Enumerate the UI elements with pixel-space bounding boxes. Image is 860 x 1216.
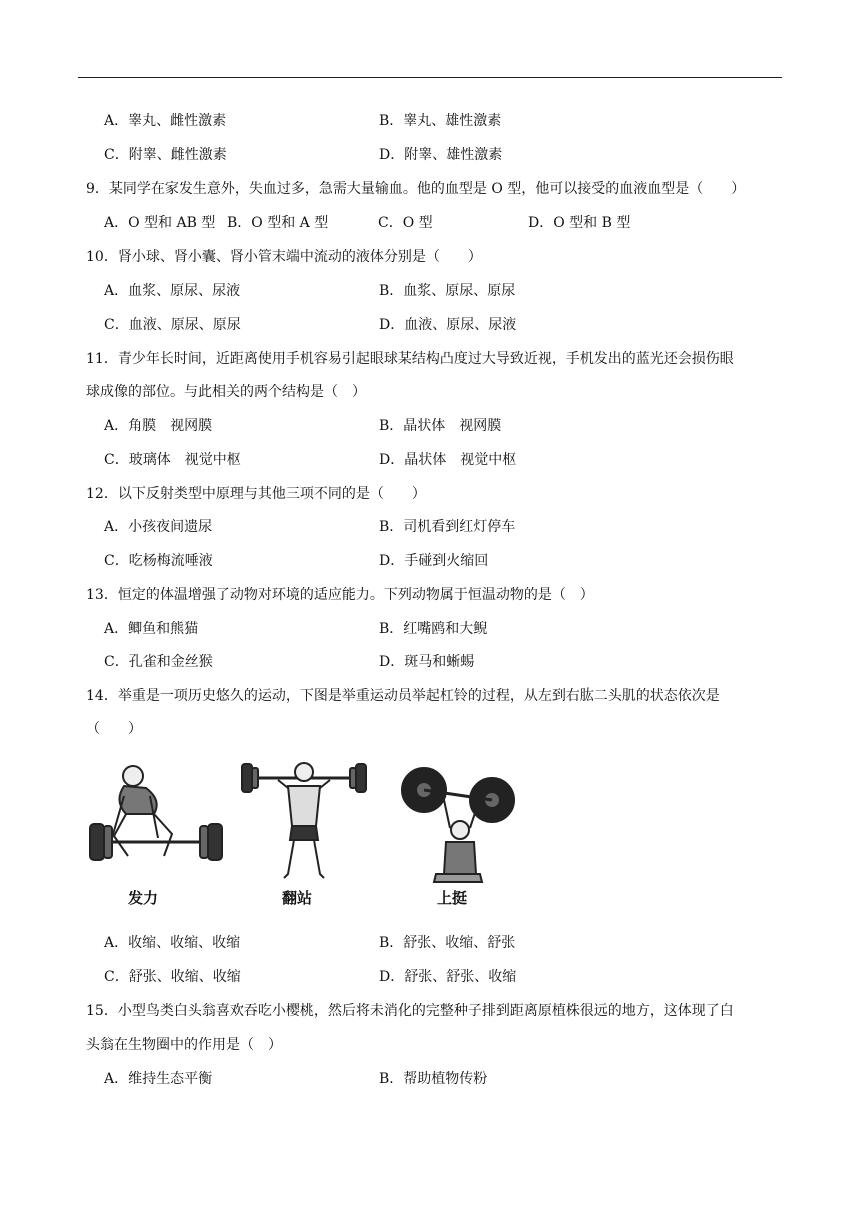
weightlifting-figure bbox=[84, 756, 544, 916]
q8-option-c: C．附睾、雌性激素 bbox=[104, 147, 227, 163]
q12-option-a: A．小孩夜间遗尿 bbox=[104, 519, 213, 535]
q11-option-d: D．晶状体 视觉中枢 bbox=[379, 452, 517, 468]
q13-option-c: C．孔雀和金丝猴 bbox=[104, 654, 213, 670]
q12-option-d: D．手碰到火缩回 bbox=[379, 553, 489, 569]
q11-option-b: B．晶状体 视网膜 bbox=[379, 418, 502, 434]
q11-stem-line1: 11．青少年长时间，近距离使用手机容易引起眼球某结构凸度过大导致近视，手机发出的蓝光还会损伤眼 bbox=[86, 351, 734, 367]
q15-stem-line1: 15．小型鸟类白头翁喜欢吞吃小樱桃，然后将未消化的完整种子排到距离原植株很远的地方，这体现了白 bbox=[86, 1003, 734, 1019]
q11-option-a: A．角膜 视网膜 bbox=[104, 418, 213, 434]
q15-option-b: B．帮助植物传粉 bbox=[379, 1071, 488, 1087]
q9-option-a: A．O 型和 AB 型 bbox=[104, 215, 216, 231]
q14-stem-line2: （ ） bbox=[86, 721, 142, 737]
q13-option-b: B．红嘴鸥和大鲵 bbox=[379, 621, 488, 637]
q9-option-d: D．O 型和 B 型 bbox=[528, 215, 631, 231]
q10-option-d: D．血液、原尿、尿液 bbox=[379, 317, 517, 333]
q10-option-a: A．血浆、原尿、尿液 bbox=[104, 283, 241, 299]
q9-option-b: B．O 型和 A 型 bbox=[227, 215, 329, 231]
q14-option-b: B．舒张、收缩、舒张 bbox=[379, 935, 516, 951]
q12-option-c: C．吃杨梅流唾液 bbox=[104, 553, 213, 569]
caption-fali: 发力 bbox=[128, 889, 159, 907]
q9-option-c: C．O 型 bbox=[378, 215, 433, 231]
q11-stem-line2: 球成像的部位。与此相关的两个结构是（ ） bbox=[86, 384, 366, 400]
lifter-clean-drawing bbox=[242, 763, 366, 878]
lifter-jerk-drawing bbox=[402, 768, 514, 882]
q8-option-b: B．睾丸、雄性激素 bbox=[379, 113, 502, 129]
q13-option-d: D．斑马和蜥蜴 bbox=[379, 654, 475, 670]
q13-option-a: A．鲫鱼和熊猫 bbox=[104, 621, 199, 637]
lifter-pull-drawing bbox=[90, 766, 222, 860]
q12-option-b: B．司机看到红灯停车 bbox=[379, 519, 516, 535]
q10-option-c: C．血液、原尿、原尿 bbox=[104, 317, 241, 333]
q10-option-b: B．血浆、原尿、原尿 bbox=[379, 283, 516, 299]
q15-option-a: A．维持生态平衡 bbox=[104, 1071, 213, 1087]
q8-option-a: A．睾丸、雌性激素 bbox=[104, 113, 227, 129]
q8-option-d: D．附睾、雄性激素 bbox=[379, 147, 503, 163]
q14-stem-line1: 14．举重是一项历史悠久的运动，下图是举重运动员举起杠铃的过程，从左到右肱二头肌的状态依次是 bbox=[86, 688, 720, 704]
q14-option-d: D．舒张、舒张、收缩 bbox=[379, 969, 517, 985]
header-rule bbox=[78, 77, 782, 78]
q12-stem: 12．以下反射类型中原理与其他三项不同的是（ ） bbox=[86, 486, 426, 502]
q10-stem: 10．肾小球、肾小囊、肾小管末端中流动的液体分别是（ ） bbox=[86, 249, 482, 265]
q15-stem-line2: 头翁在生物圈中的作用是（ ） bbox=[86, 1037, 282, 1053]
q14-option-a: A．收缩、收缩、收缩 bbox=[104, 935, 241, 951]
caption-fanzhan: 翻站 bbox=[282, 889, 313, 907]
q9-stem: 9．某同学在家发生意外，失血过多，急需大量输血。他的血型是 O 型，他可以接受的血液血型是（ ） bbox=[86, 181, 746, 197]
q14-option-c: C．舒张、收缩、收缩 bbox=[104, 969, 241, 985]
caption-shangting: 上挺 bbox=[437, 889, 468, 907]
q11-option-c: C．玻璃体 视觉中枢 bbox=[104, 452, 241, 468]
q13-stem: 13．恒定的体温增强了动物对环境的适应能力。下列动物属于恒温动物的是（ ） bbox=[86, 587, 594, 603]
